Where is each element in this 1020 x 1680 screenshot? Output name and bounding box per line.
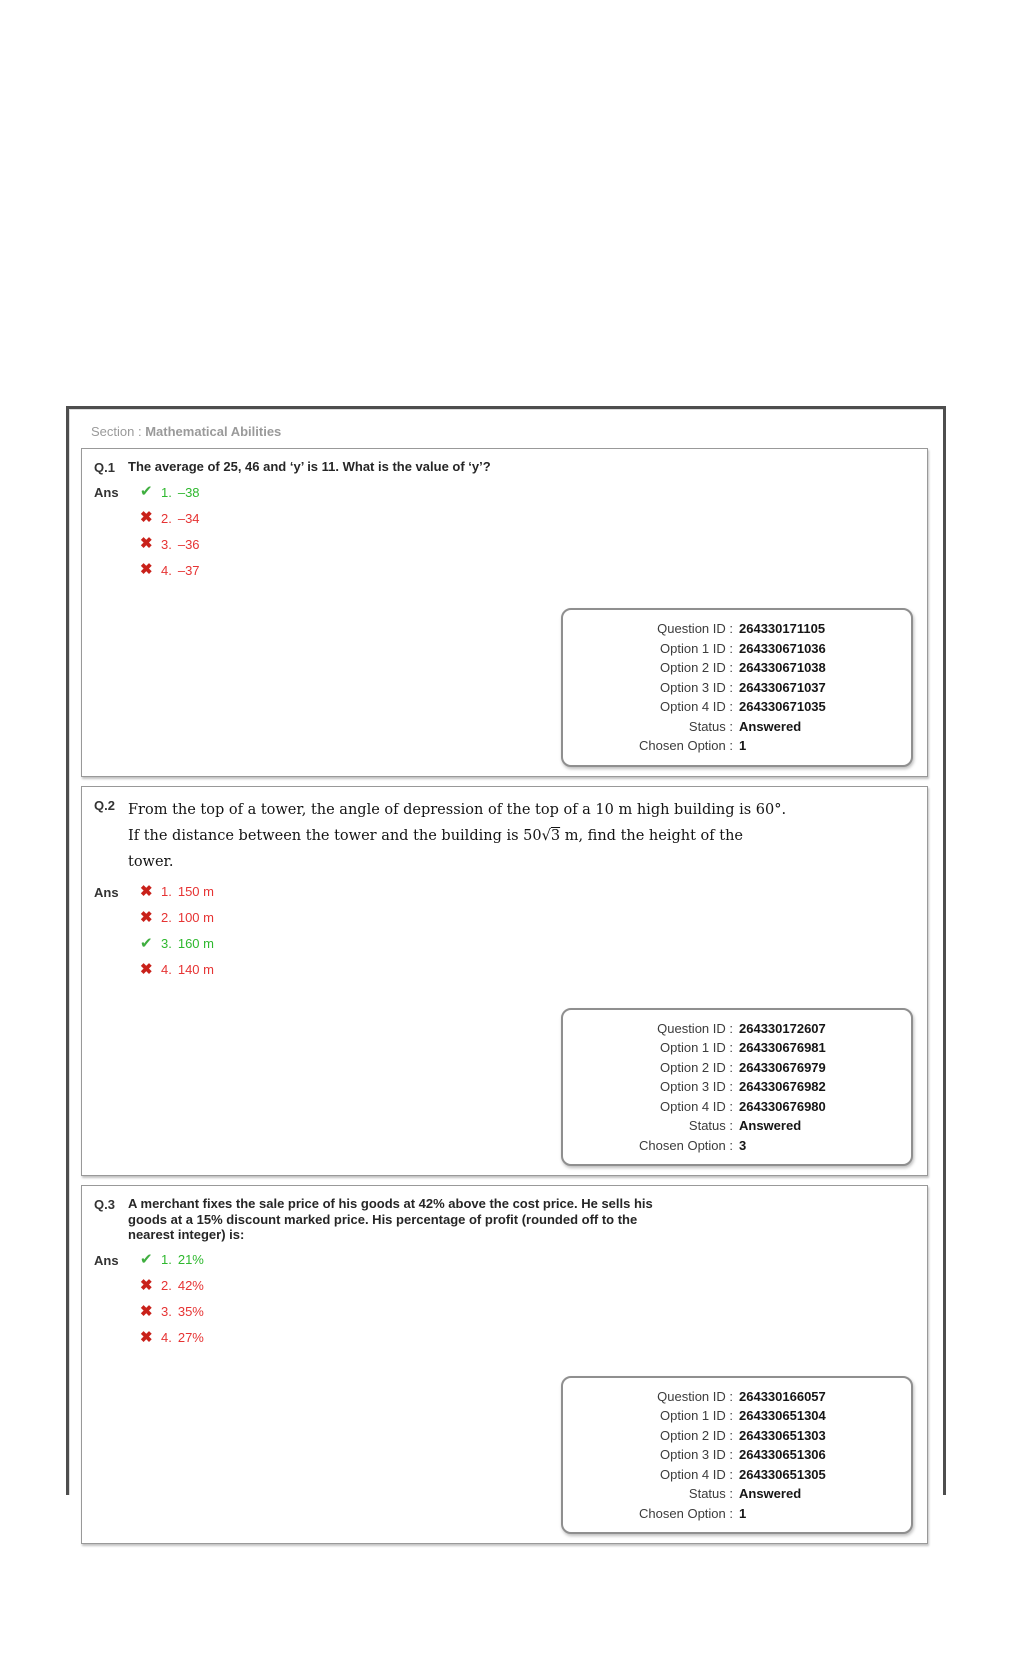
meta-label: Option 3 ID : [660,679,733,695]
correct-check-icon: ✔ [140,1250,153,1268]
meta-value: 264330171105 [739,621,826,636]
option-number: 4. [161,962,172,977]
meta-row-status [575,1116,899,1136]
option-number: 2. [161,510,172,526]
question-number: Q.1 [94,460,115,475]
wrong-cross-icon: ✖ [140,960,153,978]
meta-row-chosen-option [575,1504,899,1524]
meta-row-option-3-id [575,1077,899,1097]
option-number: 1. [161,1252,172,1267]
meta-label: Option 4 ID : [660,1466,733,1482]
option-number: 3. [161,536,172,552]
chosen-option-value: 1 [739,738,747,753]
option-row [140,884,214,900]
option-row [140,962,214,978]
option-number: 3. [161,936,172,951]
question-text [128,1196,653,1243]
meta-label: Option 1 ID : [660,640,733,656]
meta-label: Option 3 ID : [660,1447,733,1462]
meta-label: Status : [688,1486,733,1501]
option-row [140,910,214,926]
answer-row [94,484,913,588]
meta-label: Option 2 ID : [660,1427,733,1443]
meta-row-question-id [575,619,899,639]
option-text: –37 [177,562,200,578]
question-line: goods at a 15% discount marked price. His percentage of profit (rounded off to the [128,1211,638,1227]
meta-label: Option 2 ID : [660,660,733,675]
question-line-part: If the distance between the tower and the building is 50√ [128,827,551,844]
option-number: 1. [161,484,172,500]
option-text: –34 [177,510,200,526]
question-row [94,797,913,875]
meta-row-option-4-id [575,1097,899,1117]
section-name: Mathematical Abilities [145,424,282,439]
meta-label: Chosen Option : [639,738,733,753]
meta-value: 264330671037 [739,679,826,695]
option-row [140,1252,204,1268]
meta-row-option-1-id [575,1038,899,1058]
question-number: Q.2 [94,797,115,813]
meta-label: Option 1 ID : [660,1408,733,1423]
question-block-3 [81,1185,928,1544]
options-list [140,484,200,588]
option-row [140,1304,204,1320]
meta-value: 264330676982 [739,1079,826,1094]
ans-label: Ans [94,485,119,500]
ans-label: Ans [94,884,119,900]
meta-row-option-2-id [575,1058,899,1078]
question-line: tower. [128,853,174,870]
meta-value: 264330671036 [739,640,826,656]
ans-label: Ans [94,1252,119,1268]
meta-label: Option 4 ID : [660,1098,733,1114]
meta-value: 264330651303 [739,1427,826,1443]
option-text: 160 m [177,936,214,951]
option-text: 35% [177,1304,204,1319]
option-text: 21% [177,1252,204,1267]
option-number: 4. [161,1330,172,1345]
question-line-part: m, find the height of the [560,827,743,844]
meta-label: Status : [688,718,733,734]
question-row [94,459,913,475]
meta-label: Option 1 ID : [660,1040,733,1055]
question-number: Q.3 [94,1197,115,1212]
option-text: 42% [177,1278,204,1293]
meta-row-question-id [575,1019,899,1039]
answer-row [94,1252,913,1356]
wrong-cross-icon: ✖ [140,535,153,552]
section-header [81,424,928,439]
option-text: 100 m [177,910,214,925]
option-row [140,936,214,952]
meta-value: 264330172607 [739,1020,826,1036]
option-row [140,1278,204,1294]
status-value: Answered [739,1486,802,1501]
option-number: 2. [161,910,172,925]
option-text: 27% [177,1330,204,1345]
wrong-cross-icon: ✖ [140,908,153,926]
question-meta-box [561,1376,913,1535]
meta-label: Option 3 ID : [660,1079,733,1094]
wrong-cross-icon: ✖ [140,509,153,526]
meta-label: Option 2 ID : [660,1059,733,1075]
meta-row-option-1-id [575,639,899,659]
question-text: The average of 25, 46 and ‘y’ is 11. What is the value of ‘y’? [128,459,491,474]
option-text: –36 [177,536,200,552]
meta-value: 264330676979 [739,1059,826,1075]
meta-row-option-1-id [575,1406,899,1426]
question-block-2 [81,786,928,1177]
meta-row-option-4-id [575,697,899,717]
question-line: nearest integer) is: [128,1227,245,1242]
meta-row-option-2-id [575,1426,899,1446]
option-row [140,510,200,526]
question-text [128,797,786,875]
options-list [140,884,214,988]
answer-row [94,884,913,988]
option-text: 150 m [177,884,214,899]
meta-row-option-3-id [575,678,899,698]
meta-row-chosen-option [575,1136,899,1156]
option-number: 4. [161,562,172,578]
meta-row-status [575,717,899,737]
meta-value: 264330671038 [739,660,826,675]
question-meta-box [561,608,913,767]
wrong-cross-icon: ✖ [140,1276,153,1294]
meta-value: 264330651304 [739,1408,826,1423]
question-row [94,1196,913,1243]
question-line: A merchant fixes the sale price of his goods at 42% above the cost price. He sells his [128,1196,653,1211]
response-sheet-container [66,406,946,1521]
meta-label: Option 4 ID : [660,699,733,714]
meta-row-status [575,1484,899,1504]
meta-row-option-2-id [575,658,899,678]
status-value: Answered [739,718,802,734]
question-line [128,823,786,849]
question-block-1 [81,448,928,777]
meta-value: 264330676981 [739,1040,826,1055]
option-text: 140 m [177,962,214,977]
option-number: 2. [161,1278,172,1293]
meta-row-question-id [575,1387,899,1407]
radicand: 3 [550,827,561,844]
meta-value: 264330166057 [739,1388,826,1404]
meta-label: Question ID : [657,1020,733,1036]
question-meta-box [561,1008,913,1167]
meta-value: 264330651306 [739,1447,826,1462]
question-line: From the top of a tower, the angle of depression of the top of a 10 m high building is 60°. [128,801,787,818]
meta-label: Question ID : [657,621,733,636]
correct-check-icon: ✔ [140,934,153,952]
option-text: –38 [177,484,200,500]
option-number: 1. [161,884,172,899]
meta-value: 264330651305 [739,1466,826,1482]
wrong-cross-icon: ✖ [140,882,153,900]
wrong-cross-icon: ✖ [140,561,153,578]
option-row [140,484,200,500]
meta-label: Chosen Option : [639,1505,733,1521]
wrong-cross-icon: ✖ [140,1328,153,1346]
meta-label: Question ID : [657,1388,733,1404]
chosen-option-value: 1 [739,1505,747,1521]
meta-row-option-4-id [575,1465,899,1485]
section-label: Section : [91,424,142,439]
wrong-cross-icon: ✖ [140,1302,153,1320]
meta-row-option-3-id [575,1445,899,1465]
meta-label: Status : [688,1118,733,1133]
option-row [140,562,200,578]
meta-value: 264330676980 [739,1098,826,1114]
correct-check-icon: ✔ [140,483,153,500]
options-list [140,1252,204,1356]
chosen-option-value: 3 [739,1137,747,1153]
option-number: 3. [161,1304,172,1319]
option-row [140,1330,204,1346]
status-value: Answered [739,1118,802,1133]
meta-label: Chosen Option : [639,1137,733,1153]
meta-row-chosen-option [575,736,899,756]
option-row [140,536,200,552]
meta-value: 264330671035 [739,699,826,714]
